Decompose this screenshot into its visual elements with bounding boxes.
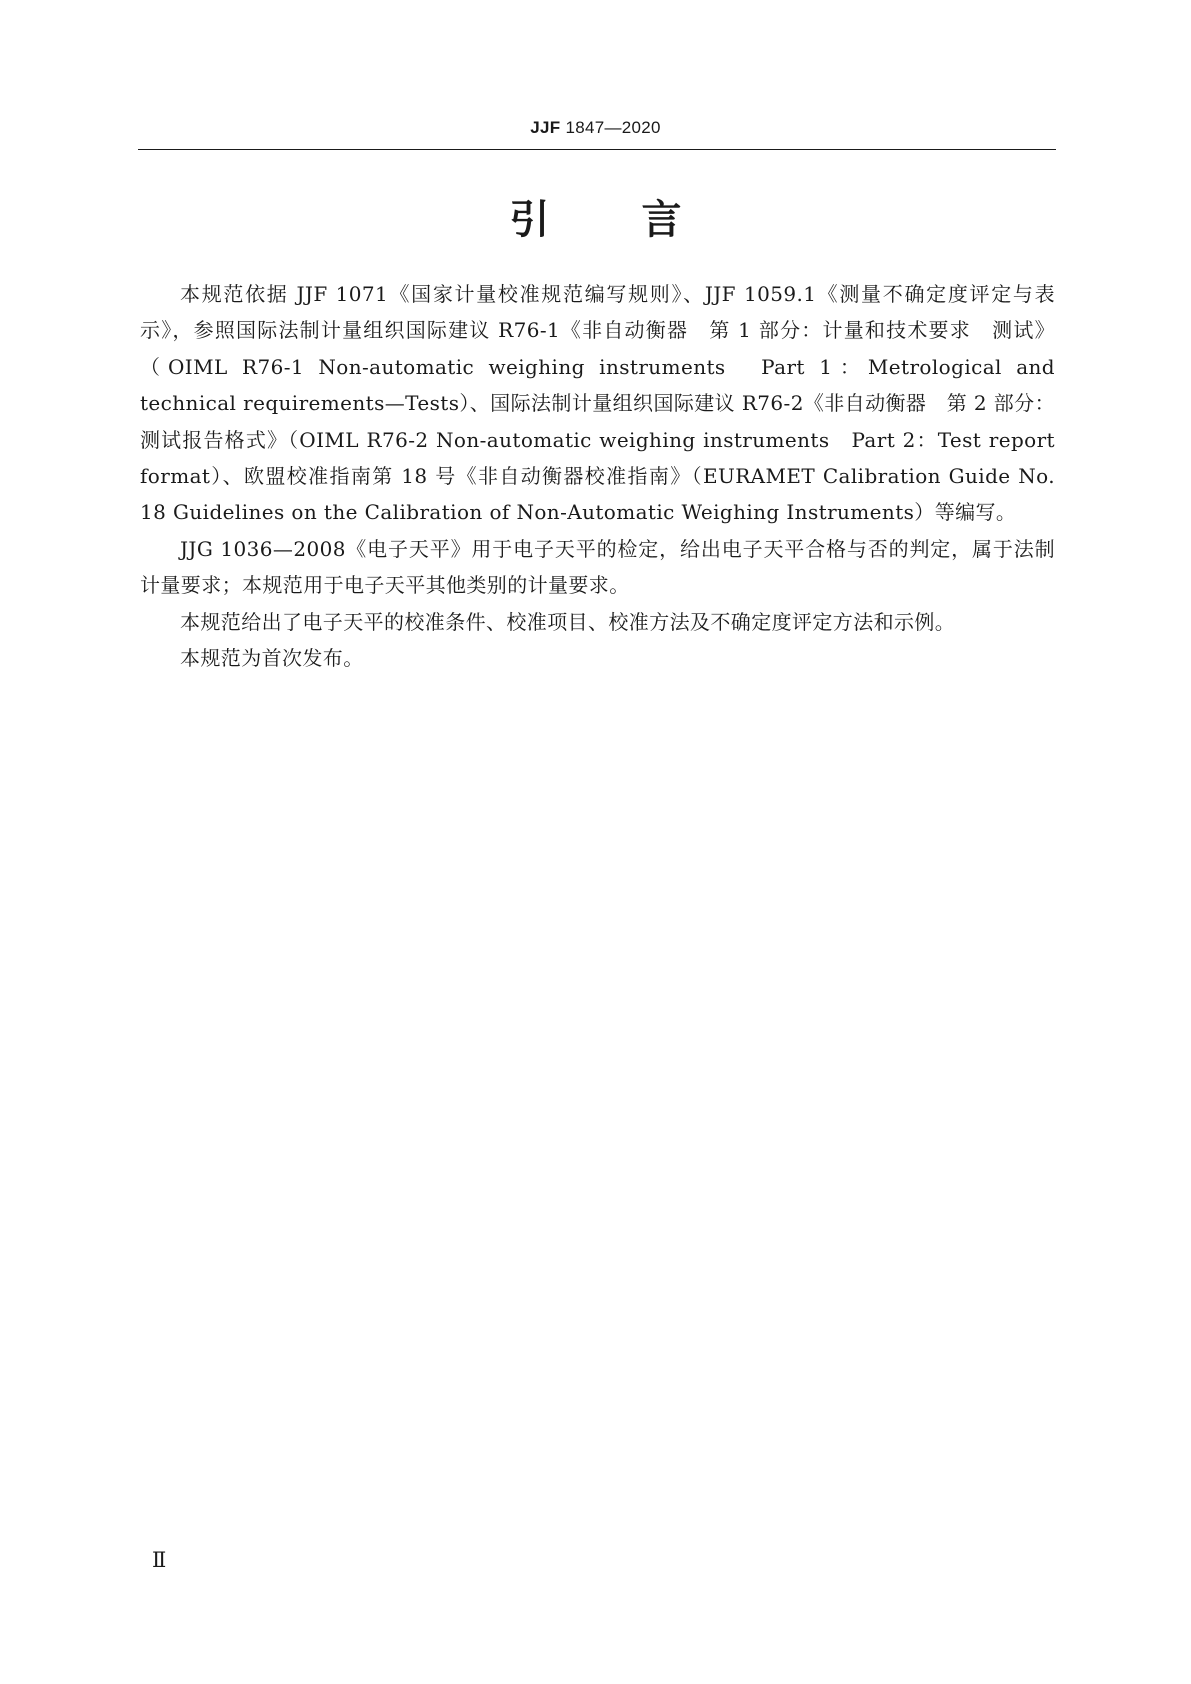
standard-code-prefix: JJF <box>530 118 561 137</box>
body-text <box>140 276 1055 676</box>
title-char-1: 引 <box>509 197 550 243</box>
header-rule <box>138 149 1056 150</box>
title-char-2: 言 <box>641 197 682 243</box>
page-header <box>0 118 1191 138</box>
page-number: Ⅱ <box>152 1548 167 1572</box>
paragraph-release: 本规范为首次发布。 <box>180 646 364 671</box>
paragraph-basis: 本规范依据 JJF 1071《国家计量校准规范编写规则》、JJF 1059.1《测量不确定度评定与表示》，参照国际法制计量组织国际建议 R76-1《非自动衡器 第 1 部分：计量和技术要求 测试》（OIML R76-1 Non-automatic weighing instruments Part 1：Metrological and technical requirements—Tests）、国际法制计量组织国际建议 R76-2《非自动衡器 第 2 部分：测试报告格式》（OIML R76-2 Non-automatic weighing instruments Part 2：Test report format）、欧盟校准指南第 18 号《非自动衡器校准指南》（EURAMET Calibration Guide No. 18 Guidelines on the Calibration of Non-Automatic Weighing Instruments）等编写。 <box>140 282 1055 525</box>
standard-code-number: 1847—2020 <box>565 118 661 137</box>
paragraph-relation: JJG 1036—2008《电子天平》用于电子天平的检定，给出电子天平合格与否的判定，属于法制计量要求；本规范用于电子天平其他类别的计量要求。 <box>140 536 1055 598</box>
page-title <box>0 196 1191 244</box>
paragraph-scope: 本规范给出了电子天平的校准条件、校准项目、校准方法及不确定度评定方法和示例。 <box>180 609 956 634</box>
